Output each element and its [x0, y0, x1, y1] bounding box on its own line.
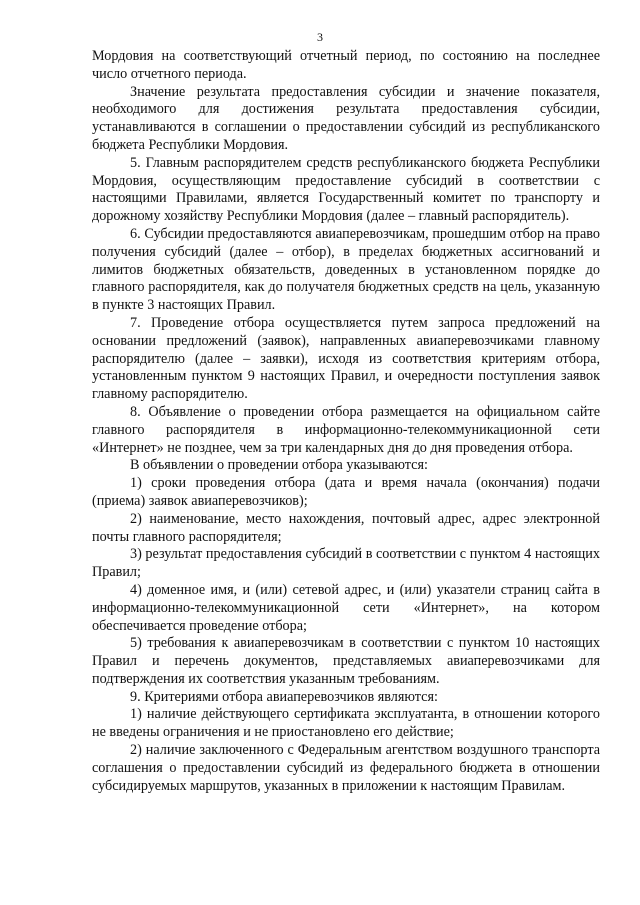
list-item-2: 2) наименование, место нахождения, почтовый адрес, адрес электронной почты главного распорядителя;	[92, 510, 600, 545]
list-item-5: 5) требования к авиаперевозчикам в соответствии с пунктом 10 настоящих Правил и перечень документов, представляемых авиаперевозчиками для подтверждения их соответствия указанным требованиям.	[92, 635, 600, 687]
paragraph-item-9: 9. Критериями отбора авиаперевозчиков являются:	[130, 688, 438, 705]
criteria-item-2: 2) наличие заключенного с Федеральным агентством воздушного транспорта соглашения о предоставлении субсидий из федерального бюджета в отношении субсидируемых маршрутов, указанных в приложении к настоящим Правилам.	[92, 742, 600, 794]
page-number: 3	[317, 30, 323, 44]
criteria-item-1: 1) наличие действующего сертификата эксплуатанта, в отношении которого не введены ограничения и не приостановлено его действие;	[92, 706, 600, 741]
document-body	[92, 48, 600, 795]
paragraph-announcement-intro: В объявлении о проведении отбора указываются:	[130, 457, 428, 474]
list-item-3: 3) результат предоставления субсидий в соответствии с пунктом 4 настоящих Правил;	[92, 546, 600, 581]
paragraph-result-value: Значение результата предоставления субсидии и значение показателя, необходимого для достижения результата предоставления субсидии, устанавливаются в соглашении о предоставлении субсидий из республиканского бюджета Республики Мордовия.	[92, 83, 600, 153]
paragraph-item-8: 8. Объявление о проведении отбора размещается на официальном сайте главного распорядителя в информационно-телекоммуникационной сети «Интернет» не позднее, чем за три календарных дня до дня проведения отбора.	[92, 403, 600, 456]
list-item-4: 4) доменное имя, и (или) сетевой адрес, и (или) указатели страниц сайта в информационно-телекоммуникационной сети «Интернет», на котором обеспечивается проведение отбора;	[92, 581, 600, 634]
paragraph-item-6: 6. Субсидии предоставляются авиаперевозчикам, прошедшим отбор на право получения субсидий (далее – отбор), в пределах бюджетных ассигнований и лимитов бюджетных обязательств, доведенных в установленном порядке до главного распорядителя, как до получателя бюджетных средств на цель, указанную в пункте 3 настоящих Правил.	[92, 225, 600, 314]
paragraph-item-5: 5. Главным распорядителем средств республиканского бюджета Республики Мордовия, осуществляющим предоставление субсидий в соответствии с настоящими Правилами, является Государственный комитет по транспорту и дорожному хозяйству Республики Мордовия (далее – главный распорядитель).	[92, 154, 600, 225]
paragraph-item-7: 7. Проведение отбора осуществляется путем запроса предложений на основании предложений (заявок), направленных авиаперевозчиками главному распорядителю (далее – заявки), исходя из соответствия критериям отбора, установленным пунктом 9 настоящих Правил, и очередности поступления заявок главному распорядителю.	[92, 314, 600, 403]
list-item-1: 1) сроки проведения отбора (дата и время начала (окончания) подачи (приема) заявок авиаперевозчиков);	[92, 475, 600, 509]
paragraph-continuation: Мордовия на соответствующий отчетный период, по состоянию на последнее число отчетного периода.	[92, 48, 600, 82]
